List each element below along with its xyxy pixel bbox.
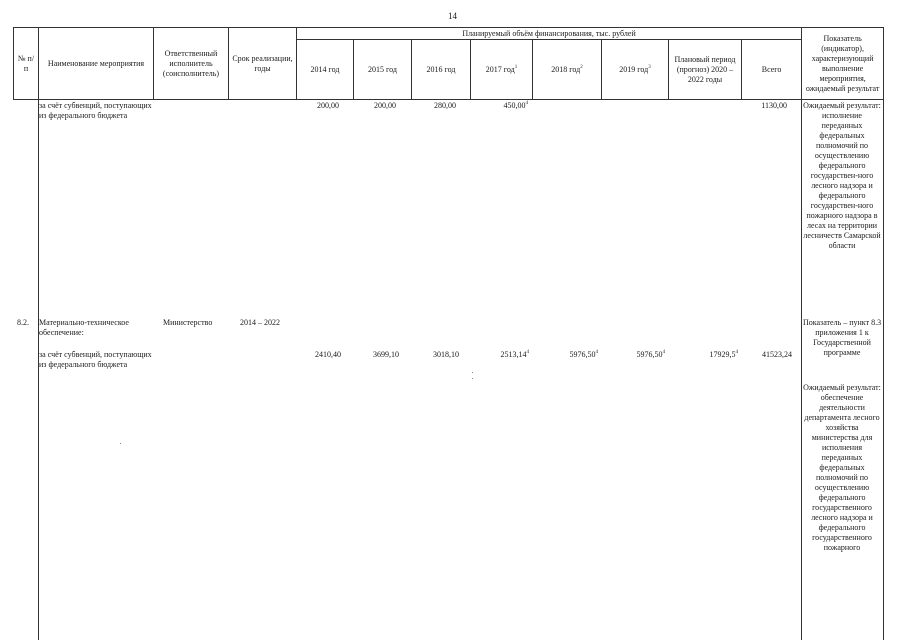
scan-speck xyxy=(120,443,121,444)
row2-2015: 3699,10 xyxy=(373,350,399,359)
row2-2016: 3018,10 xyxy=(433,350,459,359)
row2-total: 41523,24 xyxy=(762,350,792,359)
row2-planned-value: 17929,5 xyxy=(709,350,736,359)
row2-2019 xyxy=(601,350,665,360)
header-period: Срок реализации, годы xyxy=(229,28,297,100)
header-2016: 2016 год xyxy=(412,40,471,100)
row2-result: Ожидаемый результат: обеспечение деятельности департамента лесного хозяйства министерства для исполнения переданных федеральных полномочий по осуществлению федерального государственного лесного надзора и федерального государственного пожарного xyxy=(803,383,881,552)
footnote-mark: 4 xyxy=(526,350,529,355)
footnote-mark: 3 xyxy=(648,64,651,70)
row2-2019-value: 5976,50 xyxy=(636,350,663,359)
header-2019 xyxy=(602,40,669,100)
footnote-mark: 4 xyxy=(662,350,665,355)
header-total: Всего xyxy=(742,40,802,100)
row1-2014: 200,00 xyxy=(317,101,339,110)
row1-2015: 200,00 xyxy=(374,101,396,110)
row2-2017-value: 2513,14 xyxy=(500,350,527,359)
header-2014: 2014 год xyxy=(297,40,354,100)
column-divider xyxy=(38,100,39,640)
footnote-mark: 4 xyxy=(525,101,528,106)
header-num: № п/п xyxy=(14,28,39,100)
row2-period: 2014 – 2022 xyxy=(240,318,280,327)
row1-result: Ожидаемый результат: исполнение переданных федеральных полномочий по осуществлению федерального государствен-ного лесного надзора и федерального государствен-ного пожарного надзора в лесах на территории лесничеств Самарской области xyxy=(803,101,881,250)
header-name: Наименование мероприятия xyxy=(39,28,154,100)
footnote-mark: 4 xyxy=(735,350,738,355)
header-2018-label: 2018 год xyxy=(551,64,581,74)
row2-2017 xyxy=(470,350,529,360)
header-2015: 2015 год xyxy=(354,40,412,100)
footnote-mark: 1 xyxy=(514,64,518,70)
row2-name: Материально-техническое обеспечение: xyxy=(39,318,129,337)
header-2017-label: 2017 год xyxy=(485,64,515,74)
footnote-mark: 2 xyxy=(580,64,583,70)
scan-speck xyxy=(472,378,473,379)
row2-2018 xyxy=(532,350,598,360)
header-2017 xyxy=(471,40,533,100)
header-2018 xyxy=(533,40,602,100)
footnote-mark: 4 xyxy=(595,350,598,355)
header-table xyxy=(13,27,884,100)
row1-total: 1130,00 xyxy=(761,101,787,110)
header-2019-label: 2019 год xyxy=(619,64,649,74)
row1-2017 xyxy=(470,101,528,111)
page-number: 14 xyxy=(448,11,457,21)
header-indicator: Показатель (индикатор), характеризующий выполнение мероприятия, ожидаемый результат xyxy=(802,28,884,100)
scan-speck xyxy=(472,372,473,373)
row2-2014: 2410,40 xyxy=(315,350,341,359)
row1-2017-value: 450,00 xyxy=(503,101,526,110)
row2-indicator: Показатель – пункт 8.3 приложения 1 к Государственной программе xyxy=(802,318,882,357)
column-divider xyxy=(883,100,884,640)
header-funding-title: Планируемый объём финансирования, тыс. рублей xyxy=(297,28,802,40)
row2-sub-name: за счёт субвенций, поступающих из федерального бюджета xyxy=(39,350,152,369)
row2-planned xyxy=(668,350,738,360)
header-executor: Ответственный исполнитель (соисполнитель) xyxy=(154,28,229,100)
header-planned-period: Плановый период (прогноз) 2020 – 2022 годы xyxy=(669,40,742,100)
row1-name: за счёт субвенций, поступающих из федерального бюджета xyxy=(39,101,152,120)
row1-2016: 280,00 xyxy=(434,101,456,110)
row2-num: 8.2. xyxy=(17,318,29,327)
row2-executor: Министерство xyxy=(163,318,213,327)
row2-2018-value: 5976,50 xyxy=(569,350,596,359)
